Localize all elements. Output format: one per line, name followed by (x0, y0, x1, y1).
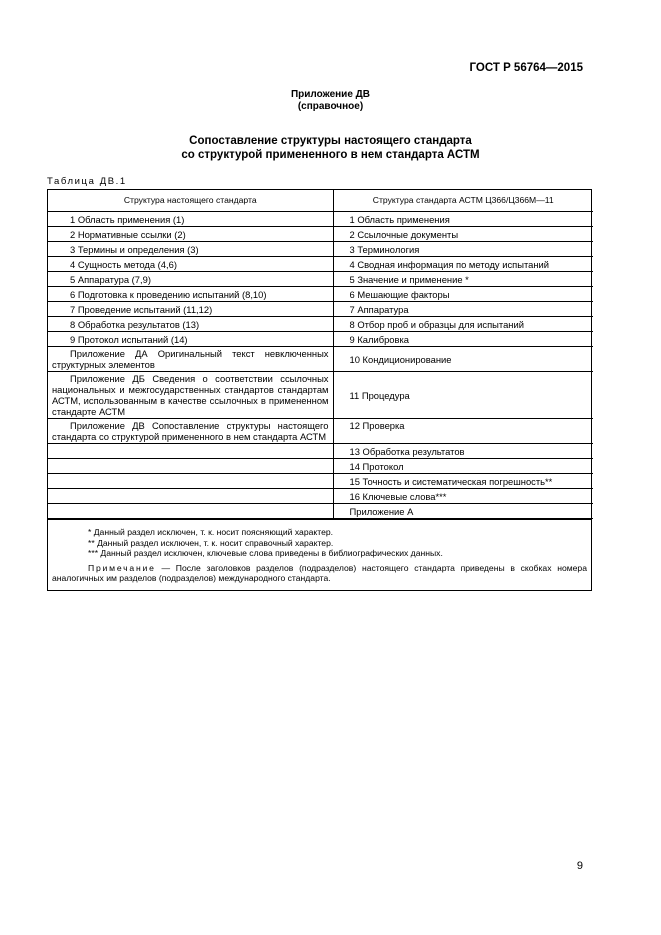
table-cell-national: 5 Аппаратура (7,9) (48, 272, 333, 287)
table-cell-astm: 12 Проверка (333, 419, 593, 444)
table-note (52, 563, 587, 584)
table-header-row (48, 190, 593, 212)
page-number: 9 (576, 860, 583, 872)
table-row (48, 332, 593, 347)
table-cell-national: Приложение ДА Оригинальный текст невключенных структурных элементов (48, 347, 333, 372)
table-cell-national: Приложение ДВ Сопоставление структуры настоящего стандарта со структурой примененного в нем стандарта АСТМ (48, 419, 333, 444)
table-cell-national: 1 Область применения (1) (48, 212, 333, 227)
footnote: * Данный раздел исключен, т. к. носит поясняющий характер. (88, 527, 334, 537)
table-cell-national: 8 Обработка результатов (13) (48, 317, 333, 332)
table-cell-astm: 3 Терминология (333, 242, 593, 257)
table-cell-national (48, 459, 333, 474)
table-cell-astm: 1 Область применения (333, 212, 593, 227)
table-cell-astm: 4 Сводная информация по методу испытаний (333, 257, 593, 272)
footnote: ** Данный раздел исключен, т. к. носит справочный характер. (88, 537, 334, 548)
table-cell-astm: 14 Протокол (333, 459, 593, 474)
table-row (48, 302, 593, 317)
table-cell-astm: 13 Обработка результатов (333, 444, 593, 459)
table-cell-national: 4 Сущность метода (4,6) (48, 257, 333, 272)
table-cell-national: 7 Проведение испытаний (11,12) (48, 302, 333, 317)
comparison-table (47, 189, 592, 591)
table-row (48, 474, 593, 489)
footnote: *** Данный раздел исключен, ключевые слова приведены в библиографических данных. (88, 548, 443, 558)
page-title (0, 135, 661, 162)
table-caption: Таблица ДВ.1 (47, 176, 127, 187)
table-cell-astm: 6 Мешающие факторы (333, 287, 593, 302)
table-cell-national: 6 Подготовка к проведению испытаний (8,10) (48, 287, 333, 302)
table-cell-astm: 11 Процедура (333, 372, 593, 419)
column-header-national: Структура настоящего стандарта (48, 190, 333, 212)
table-cell-national: 2 Нормативные ссылки (2) (48, 227, 333, 242)
table-cell-national (48, 504, 333, 519)
table-row (48, 419, 593, 444)
appendix-heading (0, 89, 661, 113)
table-cell-astm: 15 Точность и систематическая погрешность** (333, 474, 593, 489)
table-cell-astm: 8 Отбор проб и образцы для испытаний (333, 317, 593, 332)
document-code: ГОСТ Р 56764—2015 (469, 62, 583, 74)
column-header-astm: Структура стандарта АСТМ Ц366/Ц366М—11 (333, 190, 593, 212)
note-label: Примечание (88, 562, 156, 573)
table-cell-astm: 2 Ссылочные документы (333, 227, 593, 242)
table-row (48, 242, 593, 257)
table-cell-astm: Приложение А (333, 504, 593, 519)
table-row (48, 504, 593, 519)
table-cell-astm: 5 Значение и применение * (333, 272, 593, 287)
table-cell-astm: 16 Ключевые слова*** (333, 489, 593, 504)
table-notes (48, 519, 591, 590)
note-text: — После заголовков разделов (подразделов) настоящего стандарта приведены в скобках номера аналогичных им разделов (подразделов) международного стандарта. (52, 562, 587, 583)
table-row (48, 317, 593, 332)
table-cell-astm: 7 Аппаратура (333, 302, 593, 317)
table-row (48, 272, 593, 287)
table-row (48, 287, 593, 302)
table-row (48, 459, 593, 474)
table-cell-national (48, 489, 333, 504)
table-row (48, 372, 593, 419)
table-cell-national: 3 Термины и определения (3) (48, 242, 333, 257)
table-row (48, 227, 593, 242)
appendix-subtitle: (справочное) (297, 101, 364, 112)
page-title-line-2: со структурой примененного в нем стандарта АСТМ (181, 148, 480, 161)
table-cell-astm: 9 Калибровка (333, 332, 593, 347)
table-row (48, 444, 593, 459)
table-row (48, 347, 593, 372)
table-cell-national: 9 Протокол испытаний (14) (48, 332, 333, 347)
table-row (48, 489, 593, 504)
appendix-title: Приложение ДВ (290, 89, 371, 100)
table-cell-national: Приложение ДБ Сведения о соответствии ссылочных национальных и межгосударственных стандартов стандартам АСТМ, использованным в качестве ссылочных в примененном стандарте АСТМ (48, 372, 333, 419)
table-cell-astm: 10 Кондиционирование (333, 347, 593, 372)
table-row (48, 212, 593, 227)
table-row (48, 257, 593, 272)
page-title-line-1: Сопоставление структуры настоящего стандарта (189, 135, 472, 147)
table-cell-national (48, 444, 333, 459)
table-cell-national (48, 474, 333, 489)
